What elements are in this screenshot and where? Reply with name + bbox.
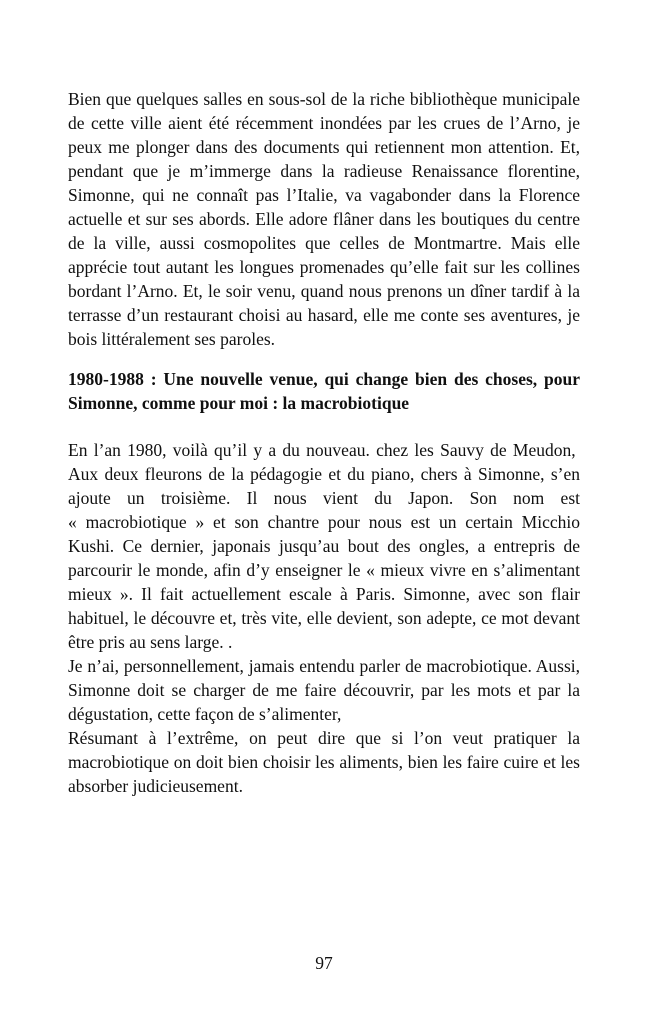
- paragraph-resume: Résumant à l’extrême, on peut dire que si l’on veut pratiquer la macrobiotique on doit bien choisir les aliments, bien les faire cuire et les absorber judicieusement.: [68, 728, 580, 796]
- page-text-block: [68, 87, 580, 798]
- page-number: 97: [315, 953, 333, 973]
- paragraph-macrobiotique-intro: En l’an 1980, voilà qu’il y a du nouveau. chez les Sauvy de Meudon, Aux deux fleurons de la pédagogie et du piano, chers à Simonne, s’en ajoute un troisième. Il nous vient du Japon. Son nom est « macrobiotique » et son chantre pour nous est un certain Micchio Kushi. Ce dernier, japonais jusqu’au bout des ongles, a entrepris de parcourir le monde, afin d’y enseigner le « mieux vivre en s’alimentant mieux ». Il fait actuellement escale à Paris. Simonne, avec son flair habituel, le découvre et, très vite, elle devient, son adepte, ce mot devant être pris au sens large. .: [68, 440, 580, 652]
- page-footer: [68, 951, 580, 975]
- paragraph-florence: Bien que quelques salles en sous-sol de la riche bibliothèque municipale de cette ville aient été récemment inondées par les crues de l’Arno, je peux me plonger dans des documents qui retiennent mon attention. Et, pendant que je m’immerge dans la radieuse Renaissance florentine, Simonne, qui ne connaît pas l’Italie, va vagabonder dans la Florence actuelle et sur ses abords. Elle adore flâner dans les boutiques du centre de la ville, aussi cosmopolites que celles de Montmartre. Mais elle apprécie tout autant les longues promenades qu’elle fait sur les collines bordant l’Arno. Et, le soir venu, quand nous prenons un dîner tardif à la terrasse d’un restaurant choisi au hasard, elle me conte ses aventures, je bois littéralement ses paroles.: [68, 89, 580, 349]
- section-heading-1980-1988: 1980-1988 : Une nouvelle venue, qui change bien des choses, pour Simonne, comme pour moi : la macrobiotique: [68, 369, 580, 413]
- paragraph-decouverte: Je n’ai, personnellement, jamais entendu parler de macrobiotique. Aussi, Simonne doit se charger de me faire découvrir, par les mots et par la dégustation, cette façon de s’alimenter,: [68, 656, 580, 724]
